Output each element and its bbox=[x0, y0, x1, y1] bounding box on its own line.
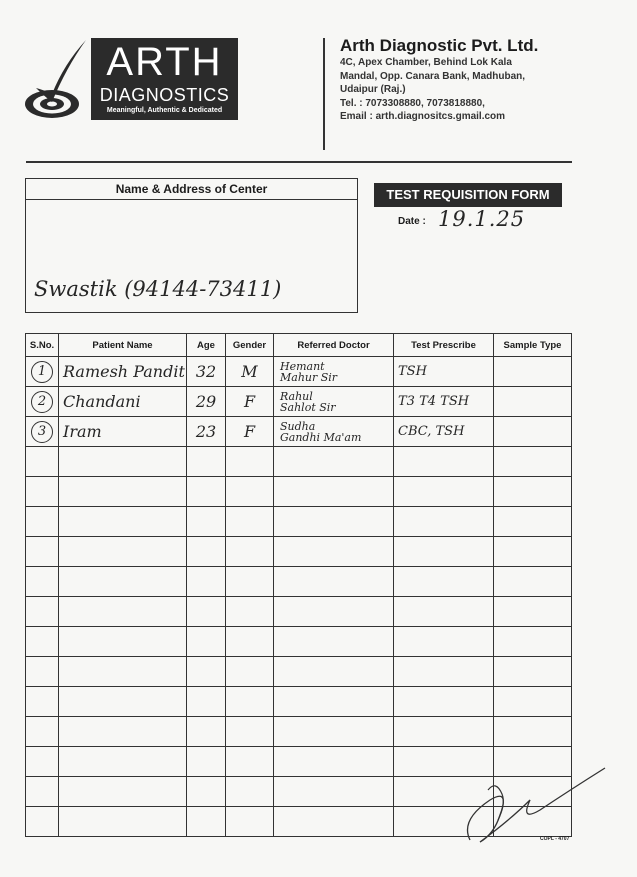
cell-test-prescribe: CBC, TSH bbox=[394, 417, 494, 447]
empty-cell bbox=[494, 477, 572, 507]
date-label: Date : bbox=[398, 216, 426, 227]
cell-sample-type bbox=[494, 417, 572, 447]
empty-cell bbox=[26, 537, 59, 567]
empty-cell bbox=[394, 687, 494, 717]
empty-cell bbox=[226, 507, 274, 537]
empty-cell bbox=[26, 807, 59, 837]
cell-gender: M bbox=[226, 357, 274, 387]
table-row-empty bbox=[26, 627, 572, 657]
empty-cell bbox=[394, 657, 494, 687]
empty-cell bbox=[494, 537, 572, 567]
cell-sno bbox=[26, 357, 59, 387]
empty-cell bbox=[494, 627, 572, 657]
table-row-empty bbox=[26, 567, 572, 597]
empty-cell bbox=[494, 507, 572, 537]
header-referred-doctor: Referred Doctor bbox=[274, 334, 394, 357]
logo-tagline: Meaningful, Authentic & Dedicated bbox=[106, 107, 223, 114]
empty-cell bbox=[59, 687, 187, 717]
cell-referred-doctor bbox=[274, 357, 394, 387]
empty-cell bbox=[187, 567, 226, 597]
empty-cell bbox=[187, 477, 226, 507]
empty-cell bbox=[274, 687, 394, 717]
empty-cell bbox=[394, 717, 494, 747]
cell-age: 29 bbox=[187, 387, 226, 417]
cell-gender: F bbox=[226, 417, 274, 447]
empty-cell bbox=[274, 597, 394, 627]
empty-cell bbox=[274, 477, 394, 507]
empty-cell bbox=[187, 507, 226, 537]
form-code: COPL - 4707 bbox=[540, 836, 570, 842]
date-value: 19.1.25 bbox=[438, 207, 526, 231]
address-line-2: Mandal, Opp. Canara Bank, Madhuban, bbox=[340, 70, 526, 82]
cell-referred-doctor bbox=[274, 387, 394, 417]
cell-gender: F bbox=[226, 387, 274, 417]
table-row-empty bbox=[26, 507, 572, 537]
header-gender: Gender bbox=[226, 334, 274, 357]
empty-cell bbox=[59, 627, 187, 657]
empty-cell bbox=[394, 567, 494, 597]
empty-cell bbox=[187, 597, 226, 627]
table-row-empty bbox=[26, 447, 572, 477]
table-row-empty bbox=[26, 477, 572, 507]
empty-cell bbox=[226, 567, 274, 597]
cell-patient-name: Chandani bbox=[59, 387, 187, 417]
empty-cell bbox=[394, 507, 494, 537]
cell-age: 23 bbox=[187, 417, 226, 447]
empty-cell bbox=[187, 777, 226, 807]
empty-cell bbox=[494, 447, 572, 477]
empty-cell bbox=[394, 537, 494, 567]
center-address-box bbox=[25, 178, 358, 313]
cell-sample-type bbox=[494, 387, 572, 417]
table-row-empty bbox=[26, 717, 572, 747]
header-divider bbox=[323, 38, 325, 150]
company-name: Arth Diagnostic Pvt. Ltd. bbox=[340, 36, 539, 55]
logo-arth-text: ARTH bbox=[106, 40, 223, 84]
empty-cell bbox=[394, 597, 494, 627]
empty-cell bbox=[59, 717, 187, 747]
empty-cell bbox=[226, 777, 274, 807]
header-sno: S.No. bbox=[26, 334, 59, 357]
logo-diagnostics-text: DIAGNOSTICS bbox=[99, 85, 230, 105]
empty-cell bbox=[187, 807, 226, 837]
empty-cell bbox=[274, 447, 394, 477]
empty-cell bbox=[59, 567, 187, 597]
empty-cell bbox=[394, 627, 494, 657]
empty-cell bbox=[494, 567, 572, 597]
cell-sample-type bbox=[494, 357, 572, 387]
empty-cell bbox=[26, 447, 59, 477]
empty-cell bbox=[274, 567, 394, 597]
empty-cell bbox=[274, 717, 394, 747]
doctor-line-2: Gandhi Ma'am bbox=[280, 430, 362, 444]
sno-circled: 2 bbox=[31, 391, 53, 413]
empty-cell bbox=[26, 777, 59, 807]
doctor-line-1: Rahul bbox=[280, 389, 313, 403]
empty-cell bbox=[226, 447, 274, 477]
empty-cell bbox=[494, 657, 572, 687]
empty-cell bbox=[226, 627, 274, 657]
form-title: TEST REQUISITION FORM bbox=[374, 183, 562, 207]
table-row-empty bbox=[26, 597, 572, 627]
empty-cell bbox=[274, 777, 394, 807]
company-email: Email : arth.diagnositcs.gmail.com bbox=[340, 111, 506, 122]
empty-cell bbox=[187, 717, 226, 747]
empty-cell bbox=[26, 747, 59, 777]
empty-cell bbox=[394, 477, 494, 507]
header-sample-type: Sample Type bbox=[494, 334, 572, 357]
empty-cell bbox=[226, 807, 274, 837]
sno-circled: 1 bbox=[31, 361, 53, 383]
empty-cell bbox=[59, 507, 187, 537]
sno-circled: 3 bbox=[31, 421, 53, 443]
logo-emblem bbox=[22, 38, 90, 124]
center-heading: Name & Address of Center bbox=[26, 179, 357, 200]
empty-cell bbox=[59, 657, 187, 687]
cell-test-prescribe: T3 T4 TSH bbox=[394, 387, 494, 417]
company-telephone: Tel. : 7073308880, 7073818880, bbox=[340, 97, 485, 109]
header-age: Age bbox=[187, 334, 226, 357]
empty-cell bbox=[274, 507, 394, 537]
empty-cell bbox=[187, 687, 226, 717]
empty-cell bbox=[226, 477, 274, 507]
empty-cell bbox=[226, 717, 274, 747]
cell-sno bbox=[26, 387, 59, 417]
empty-cell bbox=[187, 627, 226, 657]
address-line-1: 4C, Apex Chamber, Behind Lok Kala bbox=[340, 57, 512, 68]
empty-cell bbox=[187, 747, 226, 777]
empty-cell bbox=[59, 777, 187, 807]
empty-cell bbox=[274, 627, 394, 657]
cell-test-prescribe: TSH bbox=[394, 357, 494, 387]
empty-cell bbox=[274, 747, 394, 777]
empty-cell bbox=[226, 597, 274, 627]
center-name-handwritten: Swastik (94144-73411) bbox=[34, 277, 282, 301]
empty-cell bbox=[26, 567, 59, 597]
table-row bbox=[26, 387, 572, 417]
table-row bbox=[26, 417, 572, 447]
cell-sno bbox=[26, 417, 59, 447]
empty-cell bbox=[187, 447, 226, 477]
empty-cell bbox=[226, 537, 274, 567]
table-header-row bbox=[26, 334, 572, 357]
empty-cell bbox=[226, 747, 274, 777]
empty-cell bbox=[187, 657, 226, 687]
company-details bbox=[340, 36, 600, 124]
empty-cell bbox=[394, 447, 494, 477]
signature-mark bbox=[450, 760, 610, 850]
empty-cell bbox=[187, 537, 226, 567]
header-test-prescribe: Test Prescribe bbox=[394, 334, 494, 357]
empty-cell bbox=[226, 687, 274, 717]
table-row-empty bbox=[26, 687, 572, 717]
empty-cell bbox=[274, 807, 394, 837]
empty-cell bbox=[59, 477, 187, 507]
empty-cell bbox=[59, 597, 187, 627]
doctor-line-2: Sahlot Sir bbox=[280, 400, 336, 414]
empty-cell bbox=[274, 657, 394, 687]
table-row-empty bbox=[26, 657, 572, 687]
empty-cell bbox=[59, 807, 187, 837]
empty-cell bbox=[26, 657, 59, 687]
empty-cell bbox=[59, 447, 187, 477]
table-row-empty bbox=[26, 537, 572, 567]
empty-cell bbox=[26, 477, 59, 507]
empty-cell bbox=[59, 747, 187, 777]
cell-patient-name: Iram bbox=[59, 417, 187, 447]
cell-patient-name: Ramesh Pandit bbox=[59, 357, 187, 387]
doctor-line-1: Hemant bbox=[280, 359, 325, 373]
empty-cell bbox=[494, 687, 572, 717]
empty-cell bbox=[494, 597, 572, 627]
cell-age: 32 bbox=[187, 357, 226, 387]
empty-cell bbox=[26, 507, 59, 537]
empty-cell bbox=[26, 717, 59, 747]
table-row bbox=[26, 357, 572, 387]
empty-cell bbox=[26, 627, 59, 657]
address-line-3: Udaipur (Raj.) bbox=[340, 84, 406, 95]
empty-cell bbox=[274, 537, 394, 567]
header-patient-name: Patient Name bbox=[59, 334, 187, 357]
empty-cell bbox=[494, 717, 572, 747]
cell-referred-doctor bbox=[274, 417, 394, 447]
doctor-line-1: Sudha bbox=[280, 419, 316, 433]
empty-cell bbox=[226, 657, 274, 687]
empty-cell bbox=[26, 687, 59, 717]
doctor-line-2: Mahur Sir bbox=[280, 370, 338, 384]
logo-wordmark bbox=[91, 38, 238, 120]
header-rule bbox=[26, 161, 572, 163]
empty-cell bbox=[59, 537, 187, 567]
empty-cell bbox=[26, 597, 59, 627]
